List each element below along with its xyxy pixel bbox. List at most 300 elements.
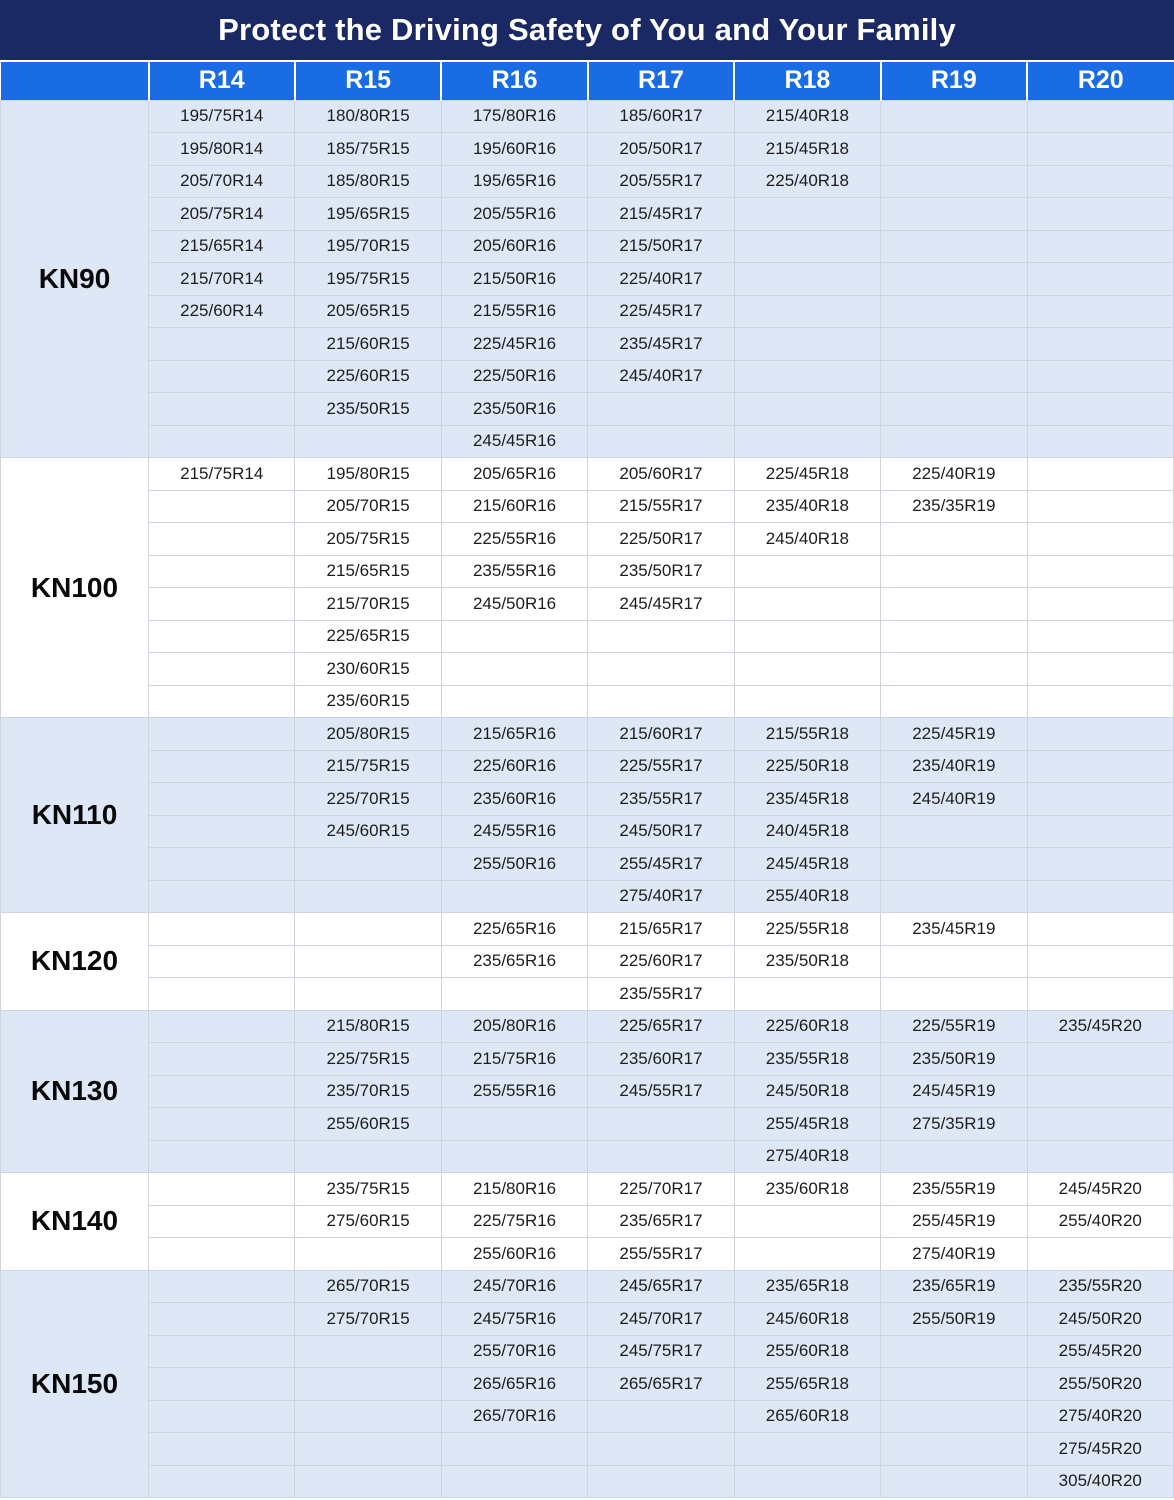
empty-cell: [734, 295, 880, 328]
tire-size-cell: 245/55R17: [588, 1075, 734, 1108]
tire-size-cell: 255/55R17: [588, 1238, 734, 1271]
empty-cell: [881, 815, 1027, 848]
tire-size-cell: 225/55R17: [588, 750, 734, 783]
tire-size-cell: 205/65R16: [441, 458, 587, 491]
tire-size-cell: 255/55R16: [441, 1075, 587, 1108]
empty-cell: [588, 1400, 734, 1433]
tire-size-cell: 175/80R16: [441, 100, 587, 133]
empty-cell: [734, 198, 880, 231]
empty-cell: [1027, 425, 1173, 458]
table-row-kn150-3: [1, 1335, 1174, 1368]
tire-size-cell: 245/50R16: [441, 588, 587, 621]
tire-size-cell: 215/60R15: [295, 328, 441, 361]
tire-size-cell: 245/50R20: [1027, 1303, 1173, 1336]
tire-size-cell: 225/65R15: [295, 620, 441, 653]
empty-cell: [441, 1108, 587, 1141]
empty-cell: [881, 620, 1027, 653]
table-body: [1, 100, 1174, 1498]
table-row-kn150-6: [1, 1433, 1174, 1466]
tire-size-cell: 245/45R16: [441, 425, 587, 458]
table-row-kn100-7: [1, 653, 1174, 686]
tire-size-cell: 225/50R18: [734, 750, 880, 783]
empty-cell: [881, 360, 1027, 393]
empty-cell: [881, 393, 1027, 426]
tire-size-cell: 235/55R17: [588, 978, 734, 1011]
empty-cell: [1027, 198, 1173, 231]
empty-cell: [881, 523, 1027, 556]
tire-size-cell: 235/50R16: [441, 393, 587, 426]
tire-size-cell: 235/65R18: [734, 1270, 880, 1303]
tire-size-cell: 225/45R16: [441, 328, 587, 361]
empty-cell: [149, 360, 295, 393]
tire-size-cell: 255/60R16: [441, 1238, 587, 1271]
empty-cell: [881, 1335, 1027, 1368]
tire-size-cell: 225/70R15: [295, 783, 441, 816]
tire-size-cell: 215/80R15: [295, 1010, 441, 1043]
tire-size-cell: 215/45R17: [588, 198, 734, 231]
tire-size-cell: 235/55R17: [588, 783, 734, 816]
empty-cell: [1027, 913, 1173, 946]
empty-cell: [149, 718, 295, 751]
empty-cell: [1027, 555, 1173, 588]
empty-cell: [149, 1400, 295, 1433]
tire-size-cell: 255/50R16: [441, 848, 587, 881]
empty-cell: [1027, 685, 1173, 718]
table-row-kn150-7: [1, 1465, 1174, 1498]
tire-size-cell: 225/60R15: [295, 360, 441, 393]
tire-size-cell: 255/50R20: [1027, 1368, 1173, 1401]
empty-cell: [734, 263, 880, 296]
tire-size-cell: 225/40R18: [734, 165, 880, 198]
empty-cell: [1027, 783, 1173, 816]
tire-size-cell: 215/50R17: [588, 230, 734, 263]
empty-cell: [881, 653, 1027, 686]
tire-size-cell: 245/50R17: [588, 815, 734, 848]
tire-size-cell: 265/65R16: [441, 1368, 587, 1401]
tire-size-cell: 225/55R19: [881, 1010, 1027, 1043]
tire-size-cell: 245/45R19: [881, 1075, 1027, 1108]
model-label-kn100: KN100: [1, 458, 149, 718]
tire-size-cell: 235/50R15: [295, 393, 441, 426]
tire-size-cell: 245/45R18: [734, 848, 880, 881]
tire-size-cell: 235/55R16: [441, 555, 587, 588]
empty-cell: [881, 425, 1027, 458]
table-row-kn110-2: [1, 750, 1174, 783]
empty-cell: [149, 1075, 295, 1108]
tire-size-cell: 225/40R19: [881, 458, 1027, 491]
tire-size-cell: 235/45R18: [734, 783, 880, 816]
empty-cell: [734, 425, 880, 458]
table-row-kn130-1: [1, 1010, 1174, 1043]
tire-size-cell: 275/35R19: [881, 1108, 1027, 1141]
tire-size-cell: 195/75R14: [149, 100, 295, 133]
empty-cell: [588, 685, 734, 718]
tire-size-cell: 215/50R16: [441, 263, 587, 296]
tire-size-cell: 215/80R16: [441, 1173, 587, 1206]
tire-size-cell: 255/70R16: [441, 1335, 587, 1368]
tire-size-cell: 225/60R17: [588, 945, 734, 978]
empty-cell: [1027, 1075, 1173, 1108]
empty-cell: [881, 588, 1027, 621]
empty-cell: [295, 1335, 441, 1368]
empty-cell: [149, 1238, 295, 1271]
column-header-r19: R19: [881, 62, 1027, 100]
empty-cell: [734, 653, 880, 686]
empty-cell: [734, 360, 880, 393]
tire-size-cell: 185/75R15: [295, 133, 441, 166]
table-row-kn120-3: [1, 978, 1174, 1011]
tire-size-cell: 235/45R20: [1027, 1010, 1173, 1043]
tire-size-cell: 255/45R19: [881, 1205, 1027, 1238]
empty-cell: [1027, 523, 1173, 556]
tire-size-cell: 245/55R16: [441, 815, 587, 848]
empty-cell: [1027, 653, 1173, 686]
tire-size-cell: 205/55R17: [588, 165, 734, 198]
tire-size-cell: 255/50R19: [881, 1303, 1027, 1336]
empty-cell: [295, 913, 441, 946]
tire-size-cell: 275/40R20: [1027, 1400, 1173, 1433]
tire-size-cell: 205/60R17: [588, 458, 734, 491]
table-row-kn120-1: [1, 913, 1174, 946]
table-row-kn140-1: [1, 1173, 1174, 1206]
empty-cell: [441, 620, 587, 653]
tire-size-cell: 235/55R20: [1027, 1270, 1173, 1303]
empty-cell: [734, 328, 880, 361]
tire-size-cell: 205/75R14: [149, 198, 295, 231]
tire-size-cell: 265/70R15: [295, 1270, 441, 1303]
empty-cell: [149, 880, 295, 913]
column-header-r15: R15: [295, 62, 441, 100]
empty-cell: [588, 1465, 734, 1498]
empty-cell: [441, 978, 587, 1011]
empty-cell: [734, 978, 880, 1011]
tire-size-cell: 265/60R18: [734, 1400, 880, 1433]
corner-header: [1, 62, 149, 100]
model-label-kn150: KN150: [1, 1270, 149, 1498]
empty-cell: [149, 1465, 295, 1498]
empty-cell: [149, 1270, 295, 1303]
table-row-kn150-5: [1, 1400, 1174, 1433]
tire-size-cell: 215/55R17: [588, 490, 734, 523]
tire-size-cell: 235/55R19: [881, 1173, 1027, 1206]
table-row-kn130-2: [1, 1043, 1174, 1076]
table-row-kn90-11: [1, 425, 1174, 458]
tire-size-cell: 265/70R16: [441, 1400, 587, 1433]
tire-size-cell: 245/75R16: [441, 1303, 587, 1336]
tire-size-cell: 235/60R18: [734, 1173, 880, 1206]
empty-cell: [149, 425, 295, 458]
table-row-kn140-2: [1, 1205, 1174, 1238]
table-row-kn90-2: [1, 133, 1174, 166]
empty-cell: [149, 913, 295, 946]
tire-size-cell: 215/70R15: [295, 588, 441, 621]
empty-cell: [295, 1400, 441, 1433]
empty-cell: [1027, 815, 1173, 848]
model-label-kn90: KN90: [1, 100, 149, 458]
tire-size-cell: 245/60R18: [734, 1303, 880, 1336]
empty-cell: [149, 848, 295, 881]
empty-cell: [295, 848, 441, 881]
empty-cell: [734, 620, 880, 653]
empty-cell: [149, 620, 295, 653]
tire-size-cell: 225/55R16: [441, 523, 587, 556]
tire-size-cell: 275/60R15: [295, 1205, 441, 1238]
empty-cell: [881, 1368, 1027, 1401]
table-row-kn90-8: [1, 328, 1174, 361]
empty-cell: [881, 295, 1027, 328]
tire-size-cell: 225/75R15: [295, 1043, 441, 1076]
empty-cell: [295, 425, 441, 458]
empty-cell: [1027, 880, 1173, 913]
empty-cell: [1027, 328, 1173, 361]
tire-size-cell: 245/70R16: [441, 1270, 587, 1303]
table-row-kn110-5: [1, 848, 1174, 881]
tire-size-cell: 245/45R20: [1027, 1173, 1173, 1206]
tire-size-cell: 225/60R16: [441, 750, 587, 783]
tire-size-cell: 225/45R17: [588, 295, 734, 328]
table-row-kn110-1: [1, 718, 1174, 751]
empty-cell: [441, 1465, 587, 1498]
tire-size-cell: 275/45R20: [1027, 1433, 1173, 1466]
tire-size-cell: 205/70R14: [149, 165, 295, 198]
tire-size-cell: 195/65R16: [441, 165, 587, 198]
tire-size-cell: 215/65R17: [588, 913, 734, 946]
tire-size-cell: 255/60R18: [734, 1335, 880, 1368]
empty-cell: [588, 620, 734, 653]
empty-cell: [149, 1010, 295, 1043]
tire-size-cell: 255/65R18: [734, 1368, 880, 1401]
tire-size-cell: 235/40R18: [734, 490, 880, 523]
empty-cell: [1027, 263, 1173, 296]
empty-cell: [588, 393, 734, 426]
empty-cell: [1027, 978, 1173, 1011]
table-row-kn90-5: [1, 230, 1174, 263]
empty-cell: [734, 230, 880, 263]
empty-cell: [1027, 750, 1173, 783]
tire-size-cell: 255/60R15: [295, 1108, 441, 1141]
tire-size-cell: 230/60R15: [295, 653, 441, 686]
tire-size-cell: 205/55R16: [441, 198, 587, 231]
tire-size-cell: 215/40R18: [734, 100, 880, 133]
tire-size-cell: 225/65R16: [441, 913, 587, 946]
empty-cell: [149, 750, 295, 783]
table-row-kn100-2: [1, 490, 1174, 523]
tire-size-cell: 255/45R17: [588, 848, 734, 881]
tire-size-cell: 245/40R17: [588, 360, 734, 393]
table-row-kn100-3: [1, 523, 1174, 556]
empty-cell: [149, 1108, 295, 1141]
table-row-kn90-10: [1, 393, 1174, 426]
table-row-kn110-6: [1, 880, 1174, 913]
table-row-kn100-6: [1, 620, 1174, 653]
empty-cell: [295, 1465, 441, 1498]
tire-size-cell: 245/65R17: [588, 1270, 734, 1303]
tire-size-cell: 215/60R17: [588, 718, 734, 751]
tire-size-cell: 195/80R15: [295, 458, 441, 491]
tire-size-cell: 225/50R16: [441, 360, 587, 393]
tire-size-cell: 205/80R15: [295, 718, 441, 751]
tire-size-cell: 255/45R20: [1027, 1335, 1173, 1368]
empty-cell: [881, 555, 1027, 588]
tire-size-cell: 235/50R17: [588, 555, 734, 588]
empty-cell: [295, 978, 441, 1011]
tire-size-cell: 245/70R17: [588, 1303, 734, 1336]
empty-cell: [734, 393, 880, 426]
empty-cell: [1027, 945, 1173, 978]
tire-size-cell: 235/50R19: [881, 1043, 1027, 1076]
empty-cell: [149, 945, 295, 978]
table-row-kn100-1: [1, 458, 1174, 491]
table-row-kn150-4: [1, 1368, 1174, 1401]
table-row-kn100-8: [1, 685, 1174, 718]
model-label-kn130: KN130: [1, 1010, 149, 1173]
empty-cell: [1027, 588, 1173, 621]
tire-size-cell: 235/65R19: [881, 1270, 1027, 1303]
tire-size-cell: 205/50R17: [588, 133, 734, 166]
tire-size-cell: 245/40R19: [881, 783, 1027, 816]
empty-cell: [149, 1140, 295, 1173]
column-header-r18: R18: [734, 62, 880, 100]
empty-cell: [295, 880, 441, 913]
empty-cell: [149, 1433, 295, 1466]
empty-cell: [149, 1303, 295, 1336]
tire-size-cell: 185/80R15: [295, 165, 441, 198]
empty-cell: [1027, 458, 1173, 491]
tire-size-cell: 305/40R20: [1027, 1465, 1173, 1498]
table-row-kn140-3: [1, 1238, 1174, 1271]
tire-size-cell: 195/80R14: [149, 133, 295, 166]
empty-cell: [588, 425, 734, 458]
table-row-kn90-3: [1, 165, 1174, 198]
header-row: [1, 62, 1174, 100]
column-header-r16: R16: [441, 62, 587, 100]
empty-cell: [295, 1368, 441, 1401]
empty-cell: [1027, 230, 1173, 263]
empty-cell: [881, 1433, 1027, 1466]
empty-cell: [1027, 718, 1173, 751]
tire-size-cell: 275/70R15: [295, 1303, 441, 1336]
table-row-kn150-2: [1, 1303, 1174, 1336]
empty-cell: [1027, 393, 1173, 426]
tire-size-cell: 235/75R15: [295, 1173, 441, 1206]
tire-size-cell: 205/75R15: [295, 523, 441, 556]
tire-size-cell: 235/40R19: [881, 750, 1027, 783]
empty-cell: [588, 653, 734, 686]
tire-size-cell: 235/65R17: [588, 1205, 734, 1238]
tire-size-cell: 265/65R17: [588, 1368, 734, 1401]
empty-cell: [295, 1238, 441, 1271]
tire-size-cell: 215/75R16: [441, 1043, 587, 1076]
empty-cell: [881, 133, 1027, 166]
empty-cell: [149, 815, 295, 848]
empty-cell: [149, 588, 295, 621]
empty-cell: [881, 230, 1027, 263]
tire-size-cell: 205/65R15: [295, 295, 441, 328]
tire-size-cell: 225/50R17: [588, 523, 734, 556]
empty-cell: [295, 945, 441, 978]
empty-cell: [881, 328, 1027, 361]
empty-cell: [1027, 295, 1173, 328]
empty-cell: [881, 848, 1027, 881]
empty-cell: [441, 880, 587, 913]
tire-size-cell: 225/60R18: [734, 1010, 880, 1043]
table-row-kn100-5: [1, 588, 1174, 621]
empty-cell: [441, 1140, 587, 1173]
empty-cell: [149, 1368, 295, 1401]
empty-cell: [734, 555, 880, 588]
tire-size-cell: 205/80R16: [441, 1010, 587, 1043]
tire-size-cell: 215/55R16: [441, 295, 587, 328]
tire-size-cell: 205/60R16: [441, 230, 587, 263]
tire-size-cell: 215/65R14: [149, 230, 295, 263]
tire-size-cell: 235/45R19: [881, 913, 1027, 946]
empty-cell: [881, 945, 1027, 978]
empty-cell: [441, 1433, 587, 1466]
tire-size-cell: 245/40R18: [734, 523, 880, 556]
table-row-kn120-2: [1, 945, 1174, 978]
tire-size-cell: 255/40R20: [1027, 1205, 1173, 1238]
empty-cell: [1027, 848, 1173, 881]
table-row-kn130-5: [1, 1140, 1174, 1173]
empty-cell: [588, 1108, 734, 1141]
empty-cell: [881, 1140, 1027, 1173]
tire-size-cell: 215/65R16: [441, 718, 587, 751]
tire-size-cell: 215/55R18: [734, 718, 880, 751]
tire-size-cell: 215/60R16: [441, 490, 587, 523]
size-table: [0, 62, 1174, 1498]
tire-size-cell: 215/70R14: [149, 263, 295, 296]
empty-cell: [1027, 360, 1173, 393]
empty-cell: [734, 1205, 880, 1238]
empty-cell: [441, 685, 587, 718]
tire-size-cell: 235/35R19: [881, 490, 1027, 523]
table-row-kn100-4: [1, 555, 1174, 588]
empty-cell: [881, 100, 1027, 133]
table-row-kn110-4: [1, 815, 1174, 848]
tire-size-cell: 215/65R15: [295, 555, 441, 588]
table-row-kn90-6: [1, 263, 1174, 296]
tire-size-cell: 275/40R18: [734, 1140, 880, 1173]
model-label-kn140: KN140: [1, 1173, 149, 1271]
tire-size-cell: 225/65R17: [588, 1010, 734, 1043]
empty-cell: [881, 1400, 1027, 1433]
tire-size-cell: 235/70R15: [295, 1075, 441, 1108]
empty-cell: [734, 1465, 880, 1498]
empty-cell: [1027, 165, 1173, 198]
empty-cell: [441, 653, 587, 686]
tire-size-cell: 215/45R18: [734, 133, 880, 166]
empty-cell: [149, 393, 295, 426]
model-label-kn120: KN120: [1, 913, 149, 1011]
tire-size-cell: 255/40R18: [734, 880, 880, 913]
tire-size-cell: 235/65R16: [441, 945, 587, 978]
tire-size-cell: 195/70R15: [295, 230, 441, 263]
tire-size-cell: 185/60R17: [588, 100, 734, 133]
column-header-r17: R17: [588, 62, 734, 100]
empty-cell: [734, 588, 880, 621]
tire-size-cell: 235/45R17: [588, 328, 734, 361]
empty-cell: [881, 880, 1027, 913]
empty-cell: [881, 978, 1027, 1011]
empty-cell: [881, 263, 1027, 296]
empty-cell: [734, 1238, 880, 1271]
tire-size-cell: 235/60R15: [295, 685, 441, 718]
tire-size-cell: 195/60R16: [441, 133, 587, 166]
tire-size-cell: 235/60R17: [588, 1043, 734, 1076]
tire-size-cell: 225/45R19: [881, 718, 1027, 751]
empty-cell: [1027, 1108, 1173, 1141]
empty-cell: [149, 523, 295, 556]
